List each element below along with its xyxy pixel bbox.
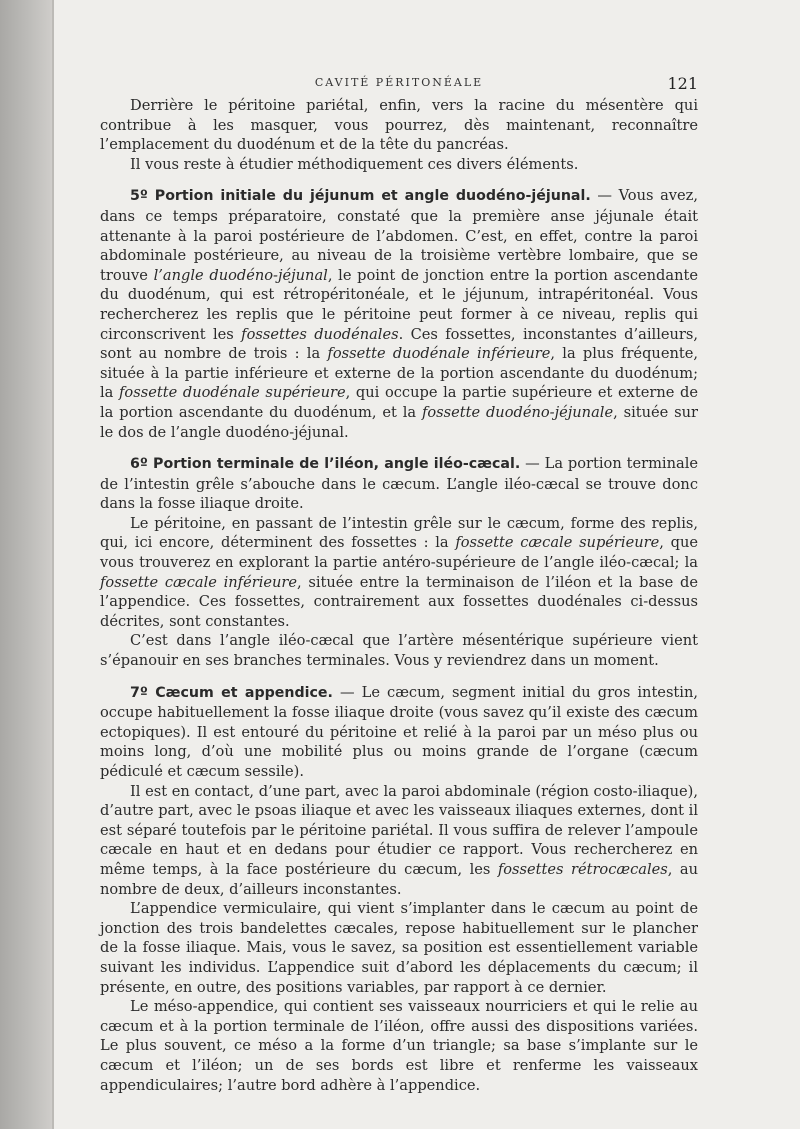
text-run: — Le cæcum, segment initial du gros intestin, occupe habituellement la fosse iliaque droite (vous savez qu’il existe des cæcum ectopiques). Il est entouré du péritoine et relié à la paroi par un méso plus ou moins long, d’où une mobilité plus ou moins grande de l’organe (cæcum pédiculé et cæcum sessile). — [100, 683, 699, 780]
paragraph: Derrière le péritoine pariétal, enfin, vers la racine du mésentère qui contribue à les masquer, vous pourrez, dès maintenant, reconnaître l’emplacement du duodénum et de la tête du pancréas. — [100, 97, 698, 154]
text-run: . Ces fossettes, inconstantes d’ailleurs, sont au nombre de trois : la — [100, 325, 699, 363]
text-run: — La portion terminale de l’intestin grêle s’abouche dans le cæcum. L’angle iléo-cæcal se trouve donc dans la fosse iliaque droite. — [100, 455, 699, 513]
italic-term: l’angle duodéno-jéjunal — [153, 266, 328, 284]
italic-term: fossette cæcale supérieure — [455, 534, 660, 552]
text-run: , située entre la terminaison de l’iléon et la base de l’appendice. Ces fossettes, contrairement aux fossettes duodénales ci-dessus décrites, sont constantes. — [100, 573, 698, 630]
text-run: Il est en contact, d’une part, avec la paroi abdominale (région costo-iliaque), d’autre part, avec le psoas iliaque et avec les vaisseaux iliaques externes, dont il est séparé toutefois par le péritoine pariétal. Il vous suffira de relever l’ampoule cæcale en haut et en dedans pour étudier ce rapport. Vous rechercherez en même temps, à la face postérieure du cæcum, les — [100, 782, 698, 878]
text-run: Le péritoine, en passant de l’intestin grêle sur le cæcum, forme des replis, qui, ici encore, déterminent des fossettes : la — [100, 514, 698, 552]
italic-term: fossettes rétrocæcales — [497, 860, 668, 878]
paragraph: Le méso-appendice, qui contient ses vaisseaux nourriciers et qui le relie au cæcum et à la portion terminale de l’iléon, offre aussi des dispositions variées. Le plus souvent, ce méso a la forme d’un triangle; sa base s’implante sur le cæcum et l’iléon; un de ses bords est libre et renferme les vaisseaux appendiculaires; l’autre bord adhère à l’appendice. — [100, 998, 698, 1094]
italic-term: fossette duodéno-jéjunale — [421, 403, 614, 421]
paragraph — [100, 514, 698, 632]
text-run: , qui occupe la partie supérieure et externe de la portion ascendante du duodénum, et la — [100, 384, 698, 421]
italic-term: fossette duodénale supérieure — [119, 384, 346, 402]
paragraph: Il vous reste à étudier méthodiquement ces divers éléments. — [130, 155, 579, 173]
section-6 — [100, 454, 698, 514]
text-run: , située sur le dos de l’angle duodéno-jéjunal. — [100, 403, 698, 441]
paragraph — [100, 782, 698, 900]
italic-term: fossette cæcale inférieure — [100, 573, 298, 591]
section-5 — [100, 186, 698, 442]
page-number: 121 — [667, 74, 698, 93]
italic-term: fossette duodénale inférieure — [327, 345, 551, 363]
section-heading: 5º Portion initiale du jéjunum et angle duodéno-jéjunal. — [130, 188, 591, 205]
italic-term: fossettes duodénales — [241, 325, 399, 343]
section-heading: 6º Portion terminale de l’iléon, angle iléo-cæcal. — [130, 456, 521, 473]
section-7 — [100, 683, 698, 782]
section-heading: 7º Cæcum et appendice. — [130, 684, 333, 701]
text-run: , le point de jonction entre la portion ascendante du duodénum, qui est rétropéritonéale, et le jéjunum, intrapéritonéal. Vous rechercherez les replis que le péritoine peut former à ce niveau, replis qui circonscrivent les — [100, 266, 698, 343]
paragraph: C’est dans l’angle iléo-cæcal que l’artère mésentérique supérieure vient s’épanouir en ses branches terminales. Vous y reviendrez dans un moment. — [100, 632, 698, 670]
running-title: CAVITÉ PÉRITONÉALE — [314, 76, 484, 89]
page-body — [100, 96, 698, 1095]
text-run: , au nombre de deux, d’ailleurs inconstantes. — [100, 860, 698, 898]
text-run: , que vous trouverez en explorant la partie antéro-supérieure de l’angle iléo-cæcal; la — [100, 534, 698, 572]
text-run: — Vous avez, dans ce temps préparatoire, constaté que la première anse jéjunale était attenante à la paroi postérieure de l’abdomen. C’est, en effet, contre la paroi abdominale postérieure, au niveau de la troisième vertèbre lombaire, que se trouve — [100, 187, 698, 284]
text-run: , la plus fréquente, située à la partie inférieure et externe de la portion ascendante du duodénum; la — [100, 345, 698, 402]
binding-gutter — [0, 0, 54, 1129]
paragraph: L’appendice vermiculaire, qui vient s’implanter dans le cæcum au point de jonction des trois bandelettes cæcales, repose habituellement sur le plancher de la fosse iliaque. Mais, vous le savez, sa position est essentiellement variable suivant les individus. L’appendice suit d’abord les déplacements du cæcum; il présente, en outre, des positions variables, par rapport à ce dernier. — [100, 900, 698, 996]
